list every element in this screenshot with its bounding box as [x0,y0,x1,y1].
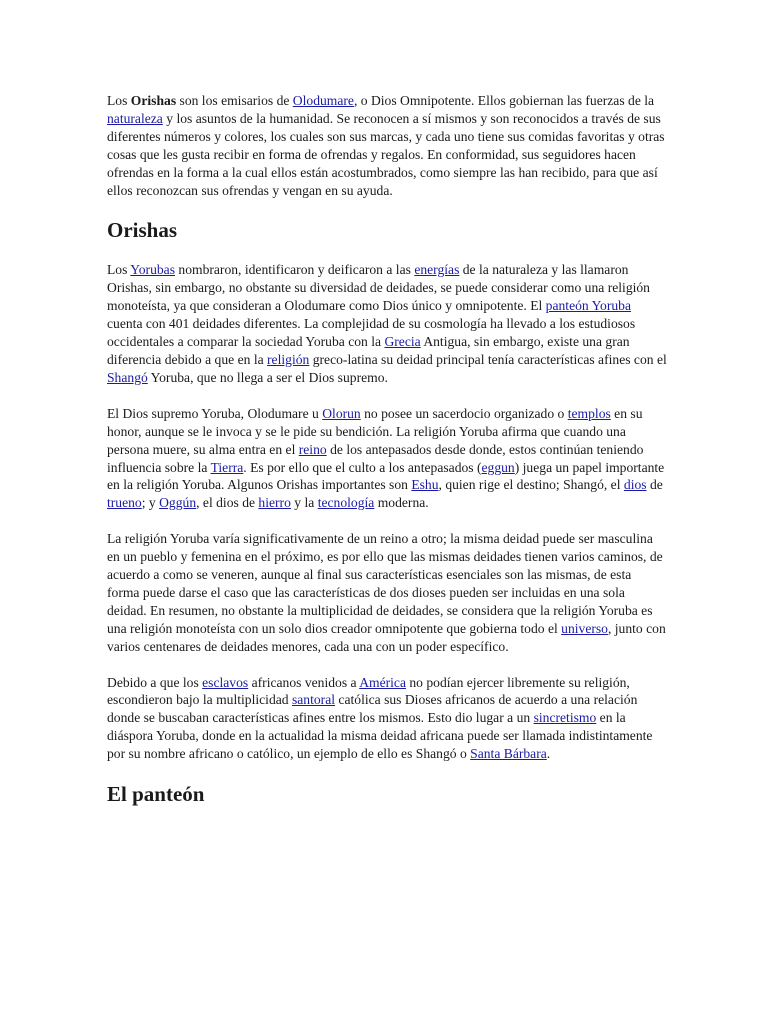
link-sincretismo[interactable]: sincretismo [533,710,597,726]
link-tecnologia[interactable]: tecnología [317,495,375,511]
link-reino[interactable]: reino [298,441,327,457]
text: Antigua, sin embargo, existe una gran diferencia debido a que en la [107,334,630,367]
text: católica sus Dioses africanos de acuerdo a una relación donde se buscaban características afines entre los mismos. Esto dio lugar a un [107,692,638,726]
text: Debido a que los [107,674,203,690]
link-tierra[interactable]: Tierra [210,459,244,475]
link-santa-barbara[interactable]: Santa Bárbara [470,746,547,762]
link-grecia[interactable]: Grecia [384,334,421,350]
text: El Dios supremo Yoruba, Olodumare u [107,405,323,421]
text: africanos venidos a [248,674,360,690]
text: . [546,746,551,762]
text: de los antepasados desde donde, estos continúan teniendo influencia sobre la [107,441,644,475]
link-santoral[interactable]: santoral [291,692,336,708]
intro-paragraph [107,92,667,199]
link-panteon-yoruba[interactable]: panteón Yoruba [545,298,632,314]
text: y la [290,495,318,511]
paragraph-2 [107,405,667,512]
text: y los asuntos de la humanidad. Se reconocen a sí mismos y son reconocidos a través de sus diferentes números y colores, los cuales son sus marcas, y cada uno tiene sus comidas favoritas y otras cosas que les gusta recibir en forma de ofrendas y regalos. En conformidad, sus seguidores hacen ofrendas en la forma a la cual ellos están acostumbrados, como siempre las han recibido, para que así ellos reconozcan sus ofrendas y vengan en su ayuda. [107,110,665,198]
text: , quien rige el destino; Shangó, el [438,477,624,493]
text: en su honor, aunque se le invoca y se le pide su bendición. La religión Yoruba afirma que cuando una persona muere, su alma entra en el [107,405,643,457]
link-energias[interactable]: energías [414,262,460,278]
text: son los emisarios de [176,93,293,108]
text: ; y [141,495,160,511]
text: Los [107,93,131,108]
link-universo[interactable]: universo [561,620,608,636]
text: ) juega un papel importante en la religión Yoruba. Algunos Orishas importantes son [107,459,665,493]
text: . Es por ello que el culto a los antepasados ( [243,459,482,475]
link-naturaleza[interactable]: naturaleza [107,110,163,126]
text: no posee un sacerdocio organizado o [360,405,568,421]
link-hierro[interactable]: hierro [258,495,291,511]
link-eshu[interactable]: Eshu [411,477,439,493]
section-heading-orishas: Orishas [107,218,178,243]
bold-term: Orishas [130,93,177,108]
text: , junto con varios centenares de deidades menores, cada una con un poder específico. [107,620,666,654]
text: de [646,477,663,493]
text: de la naturaleza y las llamaron Orishas, sin embargo, no obstante su diversidad de deidades, se puede considerar como una religión monoteísta, ya que consideran a Olodumare como Dios único y omnipotente. El [107,262,650,314]
section-heading-el-panteon: El panteón [107,782,205,807]
text: Los [107,262,131,278]
text: en la diáspora Yoruba, donde en la actualidad la misma deidad africana puede ser llamada indistintamente por su nombre africano o católico, un ejemplo de ello es Shangó o [107,710,653,762]
text: , el dios de [196,495,259,511]
link-america[interactable]: América [359,674,406,690]
text: La religión Yoruba varía significativamente de un reino a otro; la misma deidad puede ser masculina en un pueblo y femenina en el próximo, es por ello que las mismas deidades tienen varios caminos, de acuerdo a como se veneren, aunque al final sus características esenciales son las mismas, de esta forma puede darse el caso que las características de dos dioses pueden ser incluidas en una sola deidad. En resumen, no obstante la multiplicidad de deidades, se considera que la religión Yoruba es una religión monoteísta con un solo dios creador omnipotente que gobierna todo el [107,531,663,636]
link-dios[interactable]: dios [623,477,647,493]
link-yorubas[interactable]: Yorubas [130,262,175,278]
link-esclavos[interactable]: esclavos [202,674,249,690]
link-trueno[interactable]: trueno [107,495,142,511]
paragraph-3 [107,530,667,655]
link-olodumare[interactable]: Olodumare [292,93,354,108]
text: nombraron, identificaron y deificaron a las [175,262,415,278]
article-body [107,92,667,825]
text: , o Dios Omnipotente. Ellos gobiernan las fuerzas de la [353,93,655,108]
link-olorun[interactable]: Olorun [322,405,361,421]
paragraph-4 [107,674,667,764]
link-shango[interactable]: Shangó [107,369,148,385]
link-templos[interactable]: templos [567,405,611,421]
link-religion[interactable]: religión [267,351,310,367]
text: Yoruba, que no llega a ser el Dios supremo. [147,369,388,385]
paragraph-1 [107,261,667,386]
text: greco-latina su deidad principal tenía características afines con el [309,351,667,367]
link-eggun[interactable]: eggun [481,459,515,475]
text: no podían ejercer libremente su religión, escondieron bajo la multiplicidad [107,674,630,708]
text: cuenta con 401 deidades diferentes. La complejidad de su cosmología ha llevado a los estudiosos occidentales a comparar la sociedad Yoruba con la [107,316,636,350]
link-oggun[interactable]: Oggún [159,495,197,511]
text: moderna. [374,495,429,511]
